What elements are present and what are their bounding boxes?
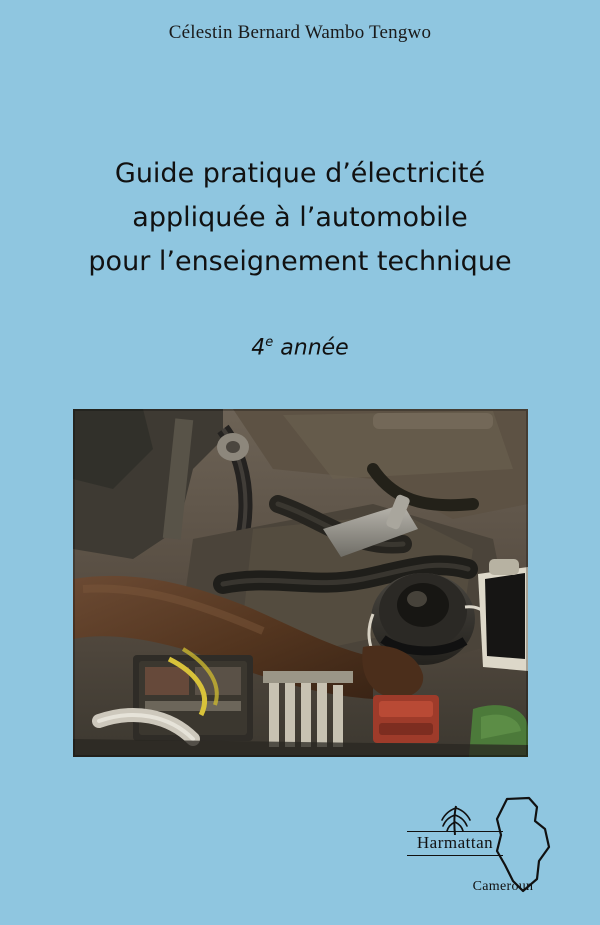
publisher-logo [395,795,555,905]
engine-bay-illustration [73,409,528,757]
subtitle-word: année [273,335,349,361]
book-title [0,152,600,284]
cover-photo [73,409,528,757]
title-line-3: pour l’enseignement technique [88,246,512,277]
title-line-2: appliquée à l’automobile [132,202,468,233]
book-subtitle [0,335,600,360]
country-label: Cameroun [472,879,534,894]
author-name: Célestin Bernard Wambo Tengwo [168,22,432,43]
subtitle-ordinal: e [265,335,274,350]
harmattan-label: Harmattan [407,831,503,856]
title-line-1: Guide pratique d’électricité [114,158,486,189]
subtitle-number: 4 [251,335,266,361]
